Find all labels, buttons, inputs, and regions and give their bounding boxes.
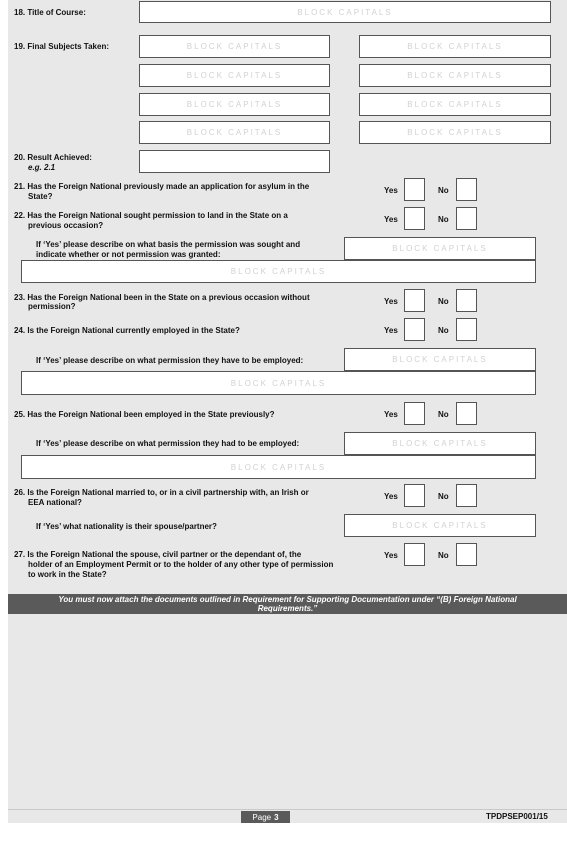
q21-no-checkbox[interactable] — [456, 178, 477, 201]
q18-label: 18. Title of Course: — [14, 8, 86, 17]
q25-details-field-continued[interactable]: BLOCK CAPITALS — [21, 455, 536, 479]
page-label: Page — [252, 812, 272, 822]
q27-no-checkbox[interactable] — [456, 543, 477, 566]
q23-line1: 23. Has the Foreign National been in the State on a previous occasion without — [14, 293, 310, 302]
q21-yes-checkbox[interactable] — [404, 178, 425, 201]
q23-yes-checkbox[interactable] — [404, 289, 425, 312]
subject-field-3[interactable]: BLOCK CAPITALS — [139, 64, 330, 87]
q22-followup-line2: indicate whether or not permission was granted: — [36, 250, 221, 259]
q27-yes-checkbox[interactable] — [404, 543, 425, 566]
q25-line1: 25. Has the Foreign National been employed in the State previously? — [14, 410, 275, 419]
subject-field-4[interactable]: BLOCK CAPITALS — [359, 64, 551, 87]
q24-followup: If ‘Yes’ please describe on what permission they have to be employed: — [36, 356, 304, 365]
q22-details-field[interactable]: BLOCK CAPITALS — [344, 237, 536, 260]
q25-yes-label: Yes — [384, 410, 398, 419]
subject-field-8[interactable]: BLOCK CAPITALS — [359, 121, 551, 144]
q26-line1: 26. Is the Foreign National married to, or in a civil partnership with, an Irish or — [14, 488, 309, 497]
q26-yes-checkbox[interactable] — [404, 484, 425, 507]
q24-details-field[interactable]: BLOCK CAPITALS — [344, 348, 536, 371]
banner-line1: You must now attach the documents outlined in Requirement for Supporting Documentation under “(B) Foreign National — [58, 594, 517, 604]
q19-label: 19. Final Subjects Taken: — [14, 42, 109, 51]
q21-yes-label: Yes — [384, 186, 398, 195]
q22-details-field-continued[interactable]: BLOCK CAPITALS — [21, 260, 536, 283]
q26-no-checkbox[interactable] — [456, 484, 477, 507]
banner-line2: Requirements.” — [257, 604, 318, 613]
subject-field-6[interactable]: BLOCK CAPITALS — [359, 93, 551, 116]
q24-line1: 24. Is the Foreign National currently employed in the State? — [14, 326, 240, 335]
q26-nationality-field[interactable]: BLOCK CAPITALS — [344, 514, 536, 537]
q25-details-field[interactable]: BLOCK CAPITALS — [344, 432, 536, 455]
q27-line2: holder of an Employment Permit or to the holder of any other type of permission — [28, 560, 334, 569]
q25-no-checkbox[interactable] — [456, 402, 477, 425]
q23-no-checkbox[interactable] — [456, 289, 477, 312]
q24-no-checkbox[interactable] — [456, 318, 477, 341]
q22-yes-checkbox[interactable] — [404, 207, 425, 230]
q25-yes-checkbox[interactable] — [404, 402, 425, 425]
q27-no-label: No — [438, 551, 449, 560]
subject-field-1[interactable]: BLOCK CAPITALS — [139, 35, 330, 58]
q25-followup: If ‘Yes’ please describe on what permission they had to be employed: — [36, 439, 300, 448]
q23-yes-label: Yes — [384, 297, 398, 306]
q24-details-field-continued[interactable]: BLOCK CAPITALS — [21, 371, 536, 395]
q20-example: e.g. 2.1 — [28, 163, 56, 172]
q23-line2: permission? — [28, 302, 76, 311]
result-field[interactable] — [139, 150, 330, 173]
q22-line1: 22. Has the Foreign National sought permission to land in the State on a — [14, 211, 288, 220]
instruction-banner — [8, 594, 567, 614]
q27-line1: 27. Is the Foreign National the spouse, civil partner or the dependant of, the — [14, 550, 302, 559]
q24-yes-label: Yes — [384, 326, 398, 335]
q24-yes-checkbox[interactable] — [404, 318, 425, 341]
course-title-field[interactable]: BLOCK CAPITALS — [139, 1, 551, 23]
q22-followup-line1: If ‘Yes’ please describe on what basis the permission was sought and — [36, 240, 301, 249]
q20-label: 20. Result Achieved: — [14, 153, 92, 162]
page-number: 3 — [274, 812, 279, 822]
q26-yes-label: Yes — [384, 492, 398, 501]
q22-no-label: No — [438, 215, 449, 224]
q21-no-label: No — [438, 186, 449, 195]
q26-followup: If ‘Yes’ what nationality is their spouse/partner? — [36, 522, 217, 531]
footer-divider — [8, 809, 567, 810]
q24-no-label: No — [438, 326, 449, 335]
q22-yes-label: Yes — [384, 215, 398, 224]
q21-line1: 21. Has the Foreign National previously made an application for asylum in the — [14, 182, 310, 191]
form-code: TPDPSEP001/15 — [486, 812, 548, 821]
q21-line2: State? — [28, 192, 53, 201]
page-number-badge — [241, 811, 290, 823]
q26-no-label: No — [438, 492, 449, 501]
q25-no-label: No — [438, 410, 449, 419]
q22-no-checkbox[interactable] — [456, 207, 477, 230]
q26-line2: EEA national? — [28, 498, 82, 507]
q27-yes-label: Yes — [384, 551, 398, 560]
q22-line2: previous occasion? — [28, 221, 104, 230]
subject-field-7[interactable]: BLOCK CAPITALS — [139, 121, 330, 144]
q27-line3: to work in the State? — [28, 570, 107, 579]
q23-no-label: No — [438, 297, 449, 306]
subject-field-5[interactable]: BLOCK CAPITALS — [139, 93, 330, 116]
subject-field-2[interactable]: BLOCK CAPITALS — [359, 35, 551, 58]
